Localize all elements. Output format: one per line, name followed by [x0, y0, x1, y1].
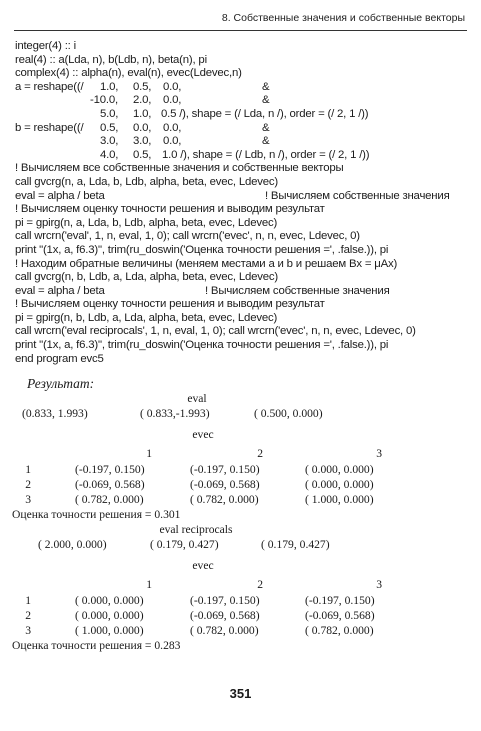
code-line	[15, 149, 475, 163]
code-token: eval = alpha / beta	[15, 284, 105, 297]
code-token: ! Вычисляем оценку точности решения и выводим результат	[15, 298, 325, 311]
code-token: integer(4) :: i	[15, 40, 76, 52]
code-token: call gvcrg(n, b, Ldb, a, Lda, alpha, beta, evec, Ldevec)	[15, 271, 278, 284]
code-token: print "(1x, a, f6.3)", trim(ru_doswin('Оценка точности решения =', .false.)), pi	[15, 339, 389, 352]
code-token: 2.0,	[133, 94, 152, 107]
code-line	[15, 81, 475, 95]
matrix-cell: ( 0.782, 0.000)	[75, 493, 144, 506]
matrix-cell: ( 1.000, 0.000)	[75, 624, 144, 637]
code-line	[15, 325, 475, 339]
code-token: a = reshape((/	[15, 80, 84, 93]
code-token: print "(1x, a, f6.3)", trim(ru_doswin('Оценка точности решения =', .false.)), pi	[15, 243, 389, 256]
result-heading: Результат:	[27, 376, 95, 391]
matrix-cell: (-0.197, 0.150)	[190, 463, 260, 476]
matrix-cell: (-0.069, 0.568)	[190, 478, 260, 491]
code-token: 0.0,	[163, 80, 182, 93]
matrix-cell: (-0.197, 0.150)	[75, 463, 145, 476]
matrix-cell: ( 0.000, 0.000)	[75, 609, 144, 622]
row-index: 3	[25, 493, 31, 506]
evec-title: evec	[192, 428, 214, 441]
matrix-cell: ( 0.782, 0.000)	[305, 624, 374, 637]
eval-title: eval	[187, 392, 207, 405]
eval-value: ( 2.000, 0.000)	[38, 538, 107, 551]
code-line	[15, 203, 475, 217]
code-line	[15, 108, 475, 122]
column-header: 1	[146, 447, 152, 460]
matrix-cell: (-0.197, 0.150)	[305, 594, 375, 607]
chapter-title: 8. Собственные значения и собственные векторы	[221, 12, 465, 24]
matrix-cell: ( 0.000, 0.000)	[305, 463, 374, 476]
code-token: ! Находим обратные величины (меняем местами a и b и решаем Bx = μAx)	[15, 257, 398, 270]
code-line	[15, 94, 475, 108]
eval-value: ( 0.833,-1.993)	[140, 407, 210, 420]
eval-value: (0.833, 1.993)	[22, 407, 88, 420]
row-index: 1	[25, 594, 31, 607]
code-token: complex(4) :: alpha(n), eval(n), evec(Ldevec,n)	[15, 67, 242, 80]
eval-value: ( 0.500, 0.000)	[254, 407, 323, 420]
code-token: 0.5,	[133, 80, 152, 93]
column-header: 2	[257, 447, 263, 460]
code-token: -10.0,	[90, 94, 118, 107]
code-token: 3.0,	[133, 135, 152, 148]
matrix-cell: (-0.069, 0.568)	[75, 478, 145, 491]
row-index: 1	[25, 463, 31, 476]
code-token: real(4) :: a(Lda, n), b(Ldb, n), beta(n), pi	[15, 53, 207, 66]
row-index: 2	[25, 609, 31, 622]
row-index: 2	[25, 478, 31, 491]
code-line	[15, 135, 475, 149]
code-line	[15, 285, 475, 299]
code-token: 0.0,	[163, 94, 182, 107]
page-header	[14, 8, 467, 31]
code-token: ! Вычисляем собственные значения	[265, 189, 450, 202]
matrix-cell: ( 0.782, 0.000)	[190, 493, 259, 506]
column-header: 3	[376, 447, 382, 460]
code-line	[15, 271, 475, 285]
code-token: &	[262, 94, 270, 107]
matrix-cell: (-0.069, 0.568)	[305, 609, 375, 622]
code-line	[15, 54, 475, 68]
code-token: call gvcrg(n, a, Lda, b, Ldb, alpha, beta, evec, Ldevec)	[15, 175, 278, 188]
code-token: b = reshape((/	[15, 121, 84, 134]
column-header: 3	[376, 578, 382, 591]
code-line	[15, 162, 475, 176]
code-line	[15, 298, 475, 312]
code-token: &	[262, 135, 270, 148]
code-token: ! Вычисляем собственные значения	[205, 284, 390, 297]
code-line	[15, 67, 475, 81]
code-line	[15, 40, 475, 54]
code-line	[15, 312, 475, 326]
code-token: ! Вычисляем оценку точности решения и выводим результат	[15, 203, 325, 216]
accuracy-line: Оценка точности решения = 0.283	[12, 639, 181, 652]
code-token: end program evc5	[15, 352, 104, 365]
eval-value: ( 0.179, 0.427)	[150, 538, 219, 551]
code-token: 3.0,	[100, 135, 119, 148]
code-token: &	[262, 80, 270, 93]
page-number: 351	[229, 686, 252, 701]
code-line	[15, 176, 475, 190]
code-token: 0.0,	[163, 121, 182, 134]
matrix-cell: (-0.197, 0.150)	[190, 594, 260, 607]
code-line	[15, 217, 475, 231]
code-token: 1.0 /), shape = (/ Ldb, n /), order = (/ 2, 1 /))	[162, 148, 370, 161]
code-line	[15, 258, 475, 272]
code-line	[15, 230, 475, 244]
code-line	[15, 353, 475, 367]
code-token: 0.5,	[133, 148, 152, 161]
code-token: 0.5,	[100, 121, 119, 134]
code-line	[15, 190, 475, 204]
column-header: 1	[146, 578, 152, 591]
eval-value: ( 0.179, 0.427)	[261, 538, 330, 551]
code-line	[15, 244, 475, 258]
column-header: 2	[257, 578, 263, 591]
code-token: call wrcrn('eval reciprocals', 1, n, eval, 1, 0); call wrcrn('evec', n, n, evec, Ldevec, 0)	[15, 325, 416, 338]
code-token: call wrcrn('eval', 1, n, eval, 1, 0); call wrcrn('evec', n, n, evec, Ldevec, 0)	[15, 230, 360, 243]
matrix-cell: (-0.069, 0.568)	[190, 609, 260, 622]
code-line	[15, 339, 475, 353]
code-token: 1.0,	[100, 80, 119, 93]
code-token: 4.0,	[100, 148, 119, 161]
matrix-cell: ( 1.000, 0.000)	[305, 493, 374, 506]
accuracy-line: Оценка точности решения = 0.301	[12, 508, 181, 521]
evec-title: evec	[192, 559, 214, 572]
code-token: ! Вычисляем все собственные значения и собственные векторы	[15, 162, 344, 175]
eval-title: eval reciprocals	[159, 523, 233, 536]
code-line	[15, 122, 475, 136]
code-listing	[15, 40, 475, 366]
code-token: eval = alpha / beta	[15, 189, 105, 202]
row-index: 3	[25, 624, 31, 637]
matrix-cell: ( 0.000, 0.000)	[75, 594, 144, 607]
code-token: 5.0,	[100, 107, 119, 120]
code-token: 0.0,	[133, 121, 152, 134]
code-token: &	[262, 121, 270, 134]
matrix-cell: ( 0.000, 0.000)	[305, 478, 374, 491]
code-token: 0.0,	[163, 135, 182, 148]
code-token: 0.5 /), shape = (/ Lda, n /), order = (/ 2, 1 /))	[161, 107, 369, 120]
code-token: pi = gpirg(n, a, Lda, b, Ldb, alpha, beta, evec, Ldevec)	[15, 216, 278, 229]
code-token: 1.0,	[133, 107, 152, 120]
matrix-cell: ( 0.782, 0.000)	[190, 624, 259, 637]
code-token: pi = gpirg(n, b, Ldb, a, Lda, alpha, beta, evec, Ldevec)	[15, 311, 278, 324]
